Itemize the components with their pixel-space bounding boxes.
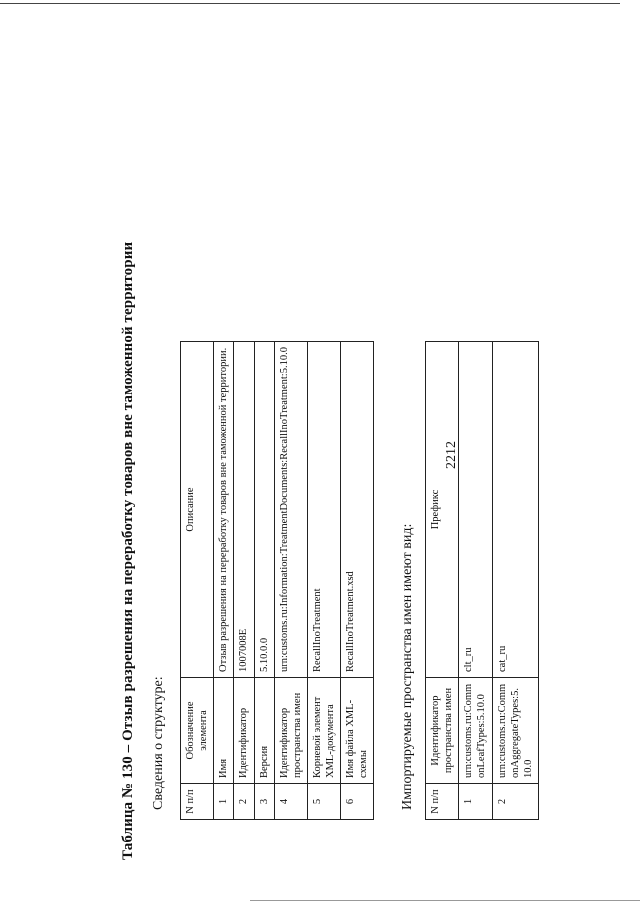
element-description: 1007008E <box>234 342 254 678</box>
row-number: 2 <box>234 784 254 820</box>
structure-table <box>180 341 374 820</box>
row-number: 6 <box>341 784 374 820</box>
rotated-page-content <box>120 241 550 860</box>
namespace-prefix: clt_ru <box>459 342 492 678</box>
top-rule <box>0 3 620 4</box>
namespace-identifier: urn:customs.ru:CommonLeafTypes:5.10.0 <box>459 678 492 784</box>
table-row <box>459 342 492 820</box>
table-row <box>341 342 374 820</box>
element-name: Версия <box>254 678 274 784</box>
element-description: urn:customs.ru:Information:TreatmentDocuments:RecallInoTreatment:5.10.0 <box>274 342 307 678</box>
namespace-identifier: urn:customs.ru:CommonAggregateTypes:5.10.0 <box>492 678 538 784</box>
column-header: Префикс <box>426 342 459 678</box>
namespaces-table <box>425 341 539 820</box>
column-header: Идентификатор пространства имен <box>426 678 459 784</box>
namespaces-heading: Импортируемые пространства имен имеют вид: <box>400 523 415 810</box>
element-description: 5.10.0.0 <box>254 342 274 678</box>
element-description: RecallInoTreatment <box>307 342 340 678</box>
table-header-row <box>426 342 459 820</box>
element-description: RecallInoTreatment.xsd <box>341 342 374 678</box>
page-number: 2212 <box>444 441 459 469</box>
table-row <box>254 342 274 820</box>
element-name: Имя <box>214 678 234 784</box>
column-header: N п/п <box>181 784 214 820</box>
row-number: 1 <box>459 784 492 820</box>
table-row <box>307 342 340 820</box>
table-row <box>274 342 307 820</box>
element-description: Отзыв разрешения на переработку товаров вне таможенной территории. <box>214 342 234 678</box>
element-name: Имя файла XML-схемы <box>341 678 374 784</box>
table-header-row <box>181 342 214 820</box>
row-number: 4 <box>274 784 307 820</box>
element-name: Корневой элемент XML-документа <box>307 678 340 784</box>
table-row <box>492 342 538 820</box>
row-number: 3 <box>254 784 274 820</box>
bottom-rule <box>250 900 640 901</box>
table-row <box>214 342 234 820</box>
column-header: Описание <box>181 342 214 678</box>
row-number: 5 <box>307 784 340 820</box>
element-name: Идентификатор пространства имен <box>274 678 307 784</box>
element-name: Идентификатор <box>234 678 254 784</box>
table-title: Таблица № 130 – Отзыв разрешения на переработку товаров вне таможенной территории <box>120 241 136 860</box>
row-number: 2 <box>492 784 538 820</box>
table-row <box>234 342 254 820</box>
row-number: 1 <box>214 784 234 820</box>
column-header: N п/п <box>426 784 459 820</box>
column-header: Обозначение элемента <box>181 678 214 784</box>
namespace-prefix: cat_ru <box>492 342 538 678</box>
structure-heading: Сведения о структуре: <box>151 676 166 810</box>
